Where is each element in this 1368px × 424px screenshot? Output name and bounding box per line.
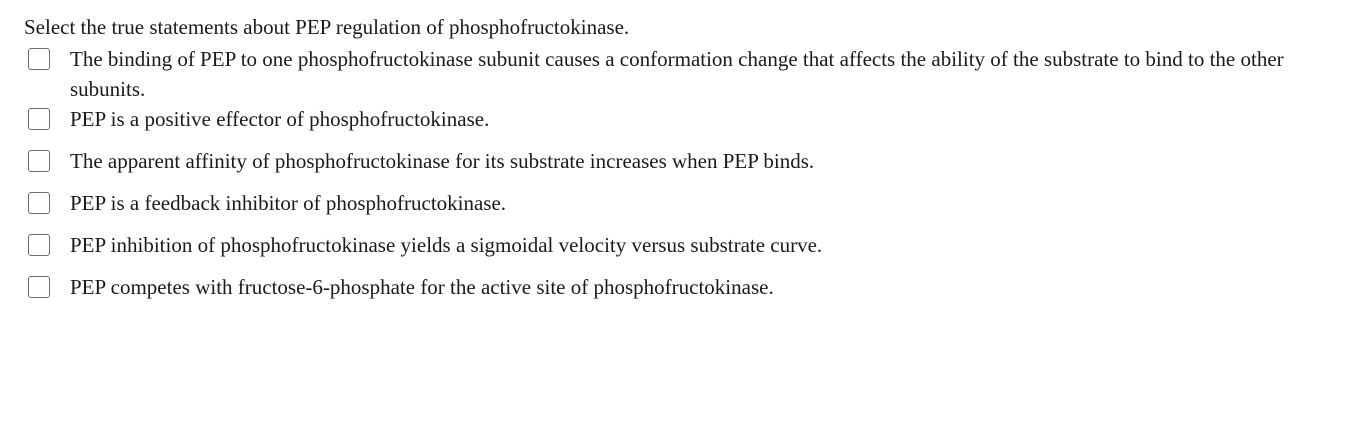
checkbox-option-1[interactable] <box>28 48 50 70</box>
option-label-6[interactable]: PEP competes with fructose-6-phosphate for the active site of phosphofructokinase. <box>70 275 774 299</box>
checkbox-option-2[interactable] <box>28 108 50 130</box>
option-item-1[interactable] <box>24 44 1368 104</box>
option-label-1[interactable]: The binding of PEP to one phosphofructokinase subunit causes a conformation change that affects the ability of the substrate to bind to the other subunits. <box>70 47 1284 101</box>
checkbox-option-4[interactable] <box>28 192 50 214</box>
option-list <box>24 44 1368 302</box>
question-prompt: Select the true statements about PEP regulation of phosphofructokinase. <box>24 15 630 39</box>
option-item-3[interactable] <box>24 146 1368 176</box>
checkbox-option-5[interactable] <box>28 234 50 256</box>
option-item-6[interactable] <box>24 272 1368 302</box>
question-block <box>24 12 1368 302</box>
checkbox-option-6[interactable] <box>28 276 50 298</box>
option-label-2[interactable]: PEP is a positive effector of phosphofructokinase. <box>70 107 490 131</box>
option-label-3[interactable]: The apparent affinity of phosphofructokinase for its substrate increases when PEP binds. <box>70 149 815 173</box>
option-label-4[interactable]: PEP is a feedback inhibitor of phosphofructokinase. <box>70 191 507 215</box>
checkbox-option-3[interactable] <box>28 150 50 172</box>
option-item-4[interactable] <box>24 188 1368 218</box>
option-label-5[interactable]: PEP inhibition of phosphofructokinase yields a sigmoidal velocity versus substrate curve. <box>70 233 823 257</box>
option-item-5[interactable] <box>24 230 1368 260</box>
option-item-2[interactable] <box>24 104 1368 134</box>
